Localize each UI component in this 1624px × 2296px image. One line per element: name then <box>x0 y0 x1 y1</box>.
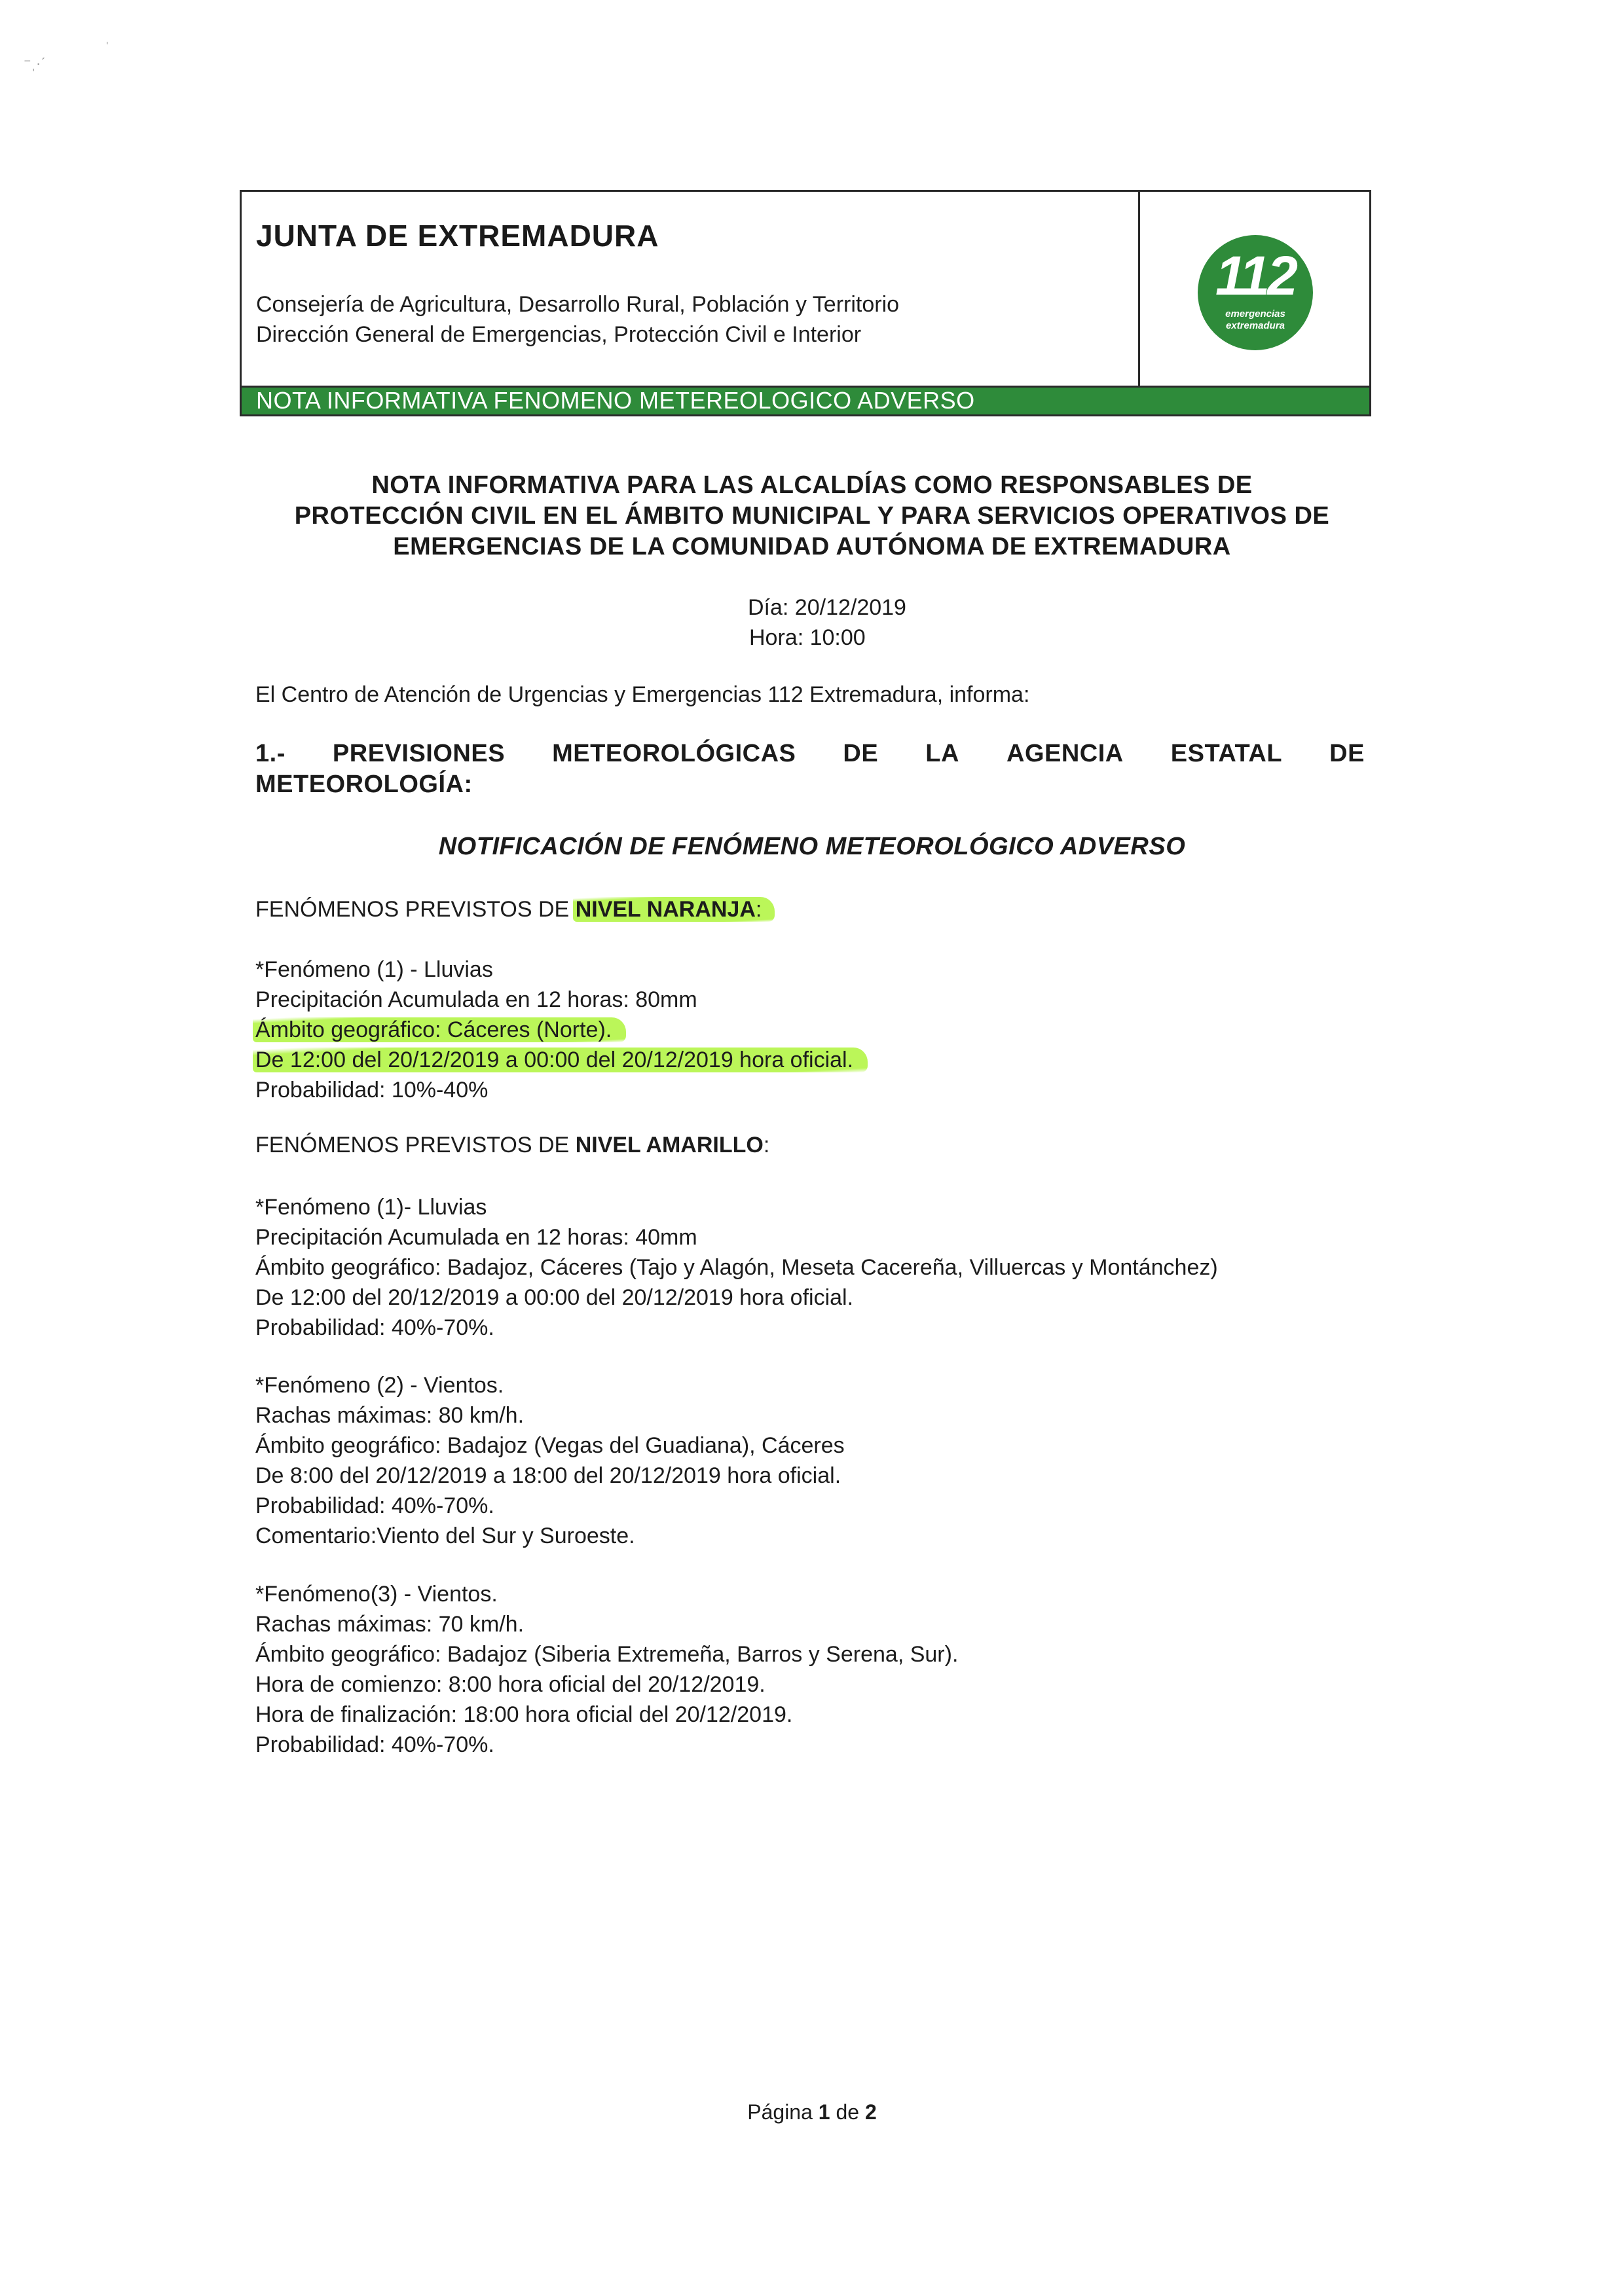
department-line: Dirección General de Emergencias, Protección Civil e Interior <box>256 322 862 347</box>
phenomenon-line: *Fenómeno (1)- Lluvias <box>255 1195 487 1220</box>
intro-text: El Centro de Atención de Urgencias y Emergencias 112 Extremadura, informa: <box>255 682 1030 707</box>
heading-prefix: FENÓMENOS PREVISTOS DE <box>255 1133 570 1157</box>
section-word: METEOROLOGÍA: <box>255 771 473 798</box>
phenomenon-line: Ámbito geográfico: Badajoz (Siberia Extremeña, Barros y Serena, Sur). <box>255 1642 959 1667</box>
highlighted-line: Ámbito geográfico: Cáceres (Norte). <box>253 1017 626 1042</box>
letterhead <box>240 190 1371 416</box>
highlighted-line: De 12:00 del 20/12/2019 a 00:00 del 20/12/2019 hora oficial. <box>253 1048 868 1072</box>
scan-mark: ⁻ˌ·ˊ <box>24 55 46 71</box>
phenomenon-line: *Fenómeno (1) - Lluvias <box>255 957 493 982</box>
section-word: 1.- <box>255 740 286 767</box>
section-word: METEOROLÓGICAS <box>552 740 796 767</box>
logo-cell <box>1138 192 1371 386</box>
header-banner: NOTA INFORMATIVA FENOMENO METEREOLOGICO ADVERSO <box>242 386 1369 414</box>
highlighted-level <box>573 897 775 922</box>
heading-suffix: : <box>755 897 762 922</box>
heading-prefix: FENÓMENOS PREVISTOS DE <box>255 897 570 922</box>
phenomenon-line: De 8:00 del 20/12/2019 a 18:00 del 20/12/2019 hora oficial. <box>255 1463 841 1488</box>
orange-phenomenon-1 <box>255 955 868 1105</box>
emergencias-112-logo <box>1198 235 1313 350</box>
yellow-phenomenon-3 <box>255 1579 958 1760</box>
section-word: AGENCIA <box>1006 740 1124 767</box>
page-of: de <box>836 2100 860 2124</box>
notification-title: NOTIFICACIÓN DE FENÓMENO METEOROLÓGICO ADVERSO <box>438 833 1186 860</box>
letterhead-text-cell <box>242 192 1138 386</box>
page-footer <box>0 2100 1624 2124</box>
scan-mark: ˈ <box>105 39 110 56</box>
phenomenon-line: Hora de comienzo: 8:00 hora oficial del 20/12/2019. <box>255 1672 766 1697</box>
section-word: LA <box>925 740 959 767</box>
phenomenon-line: Probabilidad: 40%-70%. <box>255 1315 494 1340</box>
phenomenon-line: *Fenómeno(3) - Vientos. <box>255 1582 498 1607</box>
phenomenon-line: Probabilidad: 10%-40% <box>255 1078 489 1102</box>
department-line: Consejería de Agricultura, Desarrollo Rural, Población y Territorio <box>256 292 900 317</box>
section-word: PREVISIONES <box>332 740 506 767</box>
yellow-level-heading <box>255 1133 769 1158</box>
phenomenon-line: Probabilidad: 40%-70%. <box>255 1493 494 1518</box>
level-name: NIVEL NARANJA <box>575 897 756 922</box>
phenomenon-line: Rachas máximas: 70 km/h. <box>255 1612 525 1637</box>
page-current: 1 <box>818 2100 830 2124</box>
phenomenon-line: De 12:00 del 20/12/2019 a 00:00 del 20/12/2019 hora oficial. <box>255 1285 854 1310</box>
page-word: Página <box>747 2100 813 2124</box>
phenomenon-line: Precipitación Acumulada en 12 horas: 80mm <box>255 987 697 1012</box>
page-total: 2 <box>864 2100 877 2124</box>
date-block <box>748 592 906 653</box>
logo-number: 112 <box>1215 245 1295 306</box>
logo-subtitle: extremadura <box>1225 320 1285 331</box>
section-heading <box>255 740 1365 801</box>
section-word: DE <box>1329 740 1365 767</box>
title-line: PROTECCIÓN CIVIL EN EL ÁMBITO MUNICIPAL Y PARA SERVICIOS OPERATIVOS DE <box>294 502 1330 530</box>
phenomenon-line: Precipitación Acumulada en 12 horas: 40mm <box>255 1225 697 1250</box>
phenomenon-line: Ámbito geográfico: Badajoz, Cáceres (Tajo y Alagón, Meseta Cacereña, Villuercas y Montánchez) <box>255 1255 1218 1280</box>
heading-suffix: : <box>763 1133 770 1157</box>
logo-subtitle: emergencias <box>1225 308 1285 319</box>
orange-level-heading <box>255 897 775 922</box>
section-word: DE <box>843 740 879 767</box>
org-title: JUNTA DE EXTREMADURA <box>256 219 659 253</box>
phenomenon-line: Ámbito geográfico: Badajoz (Vegas del Guadiana), Cáceres <box>255 1433 845 1458</box>
phenomenon-line: Rachas máximas: 80 km/h. <box>255 1403 525 1428</box>
section-word: ESTATAL <box>1170 740 1283 767</box>
date-time: Hora: 10:00 <box>749 625 866 650</box>
level-name: NIVEL AMARILLO <box>575 1133 764 1157</box>
date-day: Día: 20/12/2019 <box>748 595 906 620</box>
document-title <box>196 470 1428 562</box>
title-line: EMERGENCIAS DE LA COMUNIDAD AUTÓNOMA DE EXTREMADURA <box>393 533 1231 560</box>
phenomenon-line: *Fenómeno (2) - Vientos. <box>255 1373 504 1398</box>
title-line: NOTA INFORMATIVA PARA LAS ALCALDÍAS COMO RESPONSABLES DE <box>371 471 1253 499</box>
phenomenon-line: Comentario:Viento del Sur y Suroeste. <box>255 1523 635 1548</box>
yellow-phenomenon-2 <box>255 1370 845 1551</box>
phenomenon-line: Hora de finalización: 18:00 hora oficial del 20/12/2019. <box>255 1702 793 1727</box>
phenomenon-line: Probabilidad: 40%-70%. <box>255 1732 494 1757</box>
yellow-phenomenon-1 <box>255 1192 1218 1343</box>
